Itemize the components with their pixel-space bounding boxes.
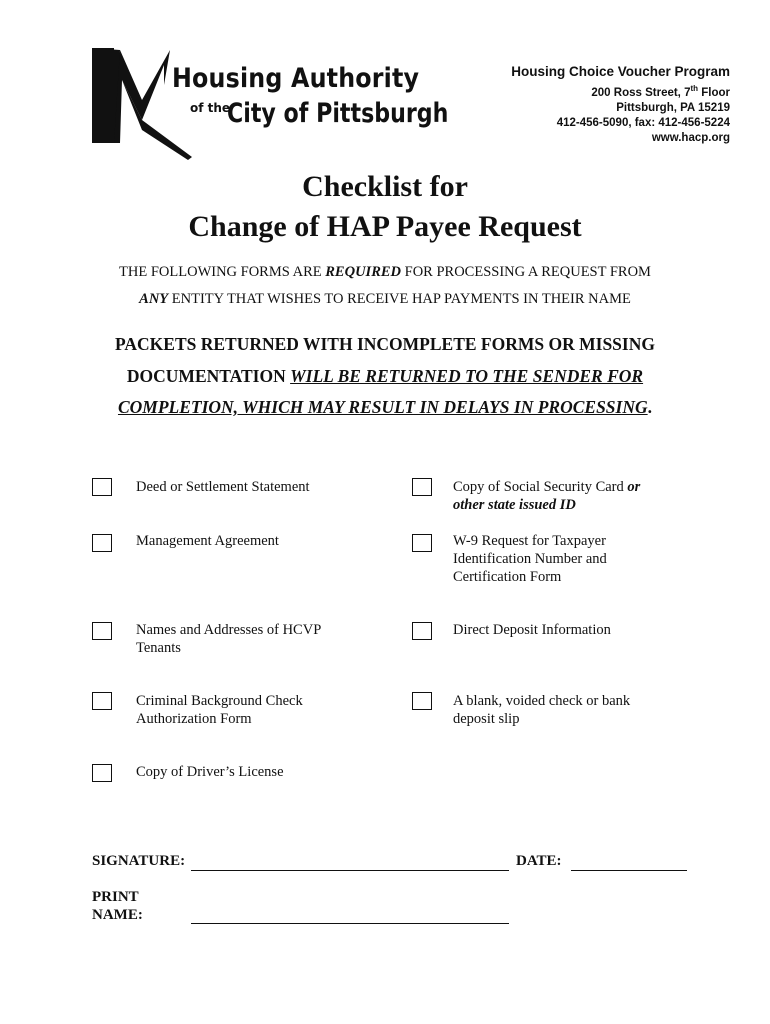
hacp-logo: [92, 45, 449, 160]
date-line[interactable]: [571, 870, 687, 871]
warning-line2: DOCUMENTATION WILL BE RETURNED TO THE SENDER FOR: [126, 366, 644, 386]
program-name: Housing Choice Voucher Program: [511, 64, 730, 79]
intro-line2: ANY ENTITY THAT WISHES TO RECEIVE HAP PAYMENTS IN THEIR NAME: [139, 291, 631, 307]
checkbox-criminal[interactable]: [92, 692, 112, 710]
warning-line1: PACKETS RETURNED WITH INCOMPLETE FORMS OR MISSING: [115, 334, 655, 354]
contact-info: [511, 64, 730, 146]
item-social-security: Copy of Social Security Card or other state issued ID: [453, 479, 641, 513]
checkbox-direct-deposit[interactable]: [412, 622, 432, 640]
item-tenants: Names and Addresses of HCVP Tenants: [136, 622, 321, 656]
item-management: Management Agreement: [136, 533, 279, 549]
website: www.hacp.org: [651, 131, 730, 144]
signature-line[interactable]: [191, 870, 509, 871]
phone-fax: 412-456-5090, fax: 412-456-5224: [556, 116, 730, 129]
page-title-line1: Checklist for: [302, 170, 468, 203]
org-name-line1: Housing Authority: [172, 63, 420, 94]
org-name-of-the: of the: [190, 101, 231, 115]
date-label: DATE:: [516, 853, 562, 869]
item-w9: W-9 Request for Taxpayer Identification Number and Certification Form: [453, 533, 607, 585]
signature-label: SIGNATURE:: [92, 853, 186, 869]
intro-line1: THE FOLLOWING FORMS ARE REQUIRED FOR PROCESSING A REQUEST FROM: [119, 264, 651, 280]
org-name-line2: City of Pittsburgh: [227, 98, 449, 129]
checkbox-voided-check[interactable]: [412, 692, 432, 710]
checkbox-w9[interactable]: [412, 534, 432, 552]
item-criminal: Criminal Background Check Authorization Form: [136, 693, 303, 727]
checkbox-tenants[interactable]: [92, 622, 112, 640]
checkbox-deed[interactable]: [92, 478, 112, 496]
print-name-line[interactable]: [191, 923, 509, 924]
item-deed: Deed or Settlement Statement: [136, 479, 310, 495]
checkbox-management[interactable]: [92, 534, 112, 552]
checkbox-license[interactable]: [92, 764, 112, 782]
page-title-line2: Change of HAP Payee Request: [188, 210, 582, 243]
warning-line3: COMPLETION, WHICH MAY RESULT IN DELAYS IN PROCESSING.: [117, 397, 653, 417]
address-street: 200 Ross Street, 7th Floor: [591, 84, 730, 99]
address-city: Pittsburgh, PA 15219: [616, 101, 730, 114]
print-label: PRINT: [92, 889, 139, 905]
checkbox-social-security[interactable]: [412, 478, 432, 496]
item-license: Copy of Driver’s License: [136, 764, 284, 780]
name-label: NAME:: [92, 907, 143, 923]
item-voided-check: A blank, voided check or bank deposit slip: [453, 693, 631, 727]
item-direct-deposit: Direct Deposit Information: [453, 622, 611, 638]
